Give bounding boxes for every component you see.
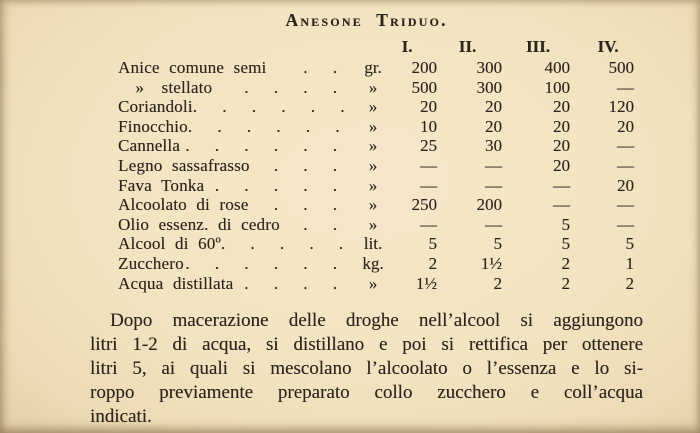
table-row <box>118 215 638 235</box>
column-header: IV. <box>597 37 619 56</box>
table-row <box>118 234 638 254</box>
value-cell: — <box>485 175 502 195</box>
table-row <box>118 156 638 176</box>
value-cell: 120 <box>608 97 634 117</box>
value-cell: 20 <box>617 116 634 136</box>
value-cell: 5 <box>561 214 570 234</box>
leader-dots: . . <box>303 214 337 234</box>
value-cell: 500 <box>608 58 634 77</box>
value-cell: — <box>617 155 634 175</box>
table-header-row <box>118 36 638 58</box>
value-cell: — <box>420 155 437 175</box>
leader-dots: . . <box>303 58 337 77</box>
column-header: I. <box>401 37 413 56</box>
value-cell: — <box>420 175 437 195</box>
value-cell: 20 <box>553 155 570 175</box>
ingredient-name: Fava Tonka <box>118 175 205 195</box>
ingredient-name: Legno sassafrasso <box>118 155 250 175</box>
value-cell: 2 <box>428 253 437 273</box>
value-cell: — <box>485 214 502 234</box>
value-cell: 30 <box>485 136 502 156</box>
paragraph-line: Dopo macerazione delle droghe nell’alcool si aggiungono <box>110 310 643 331</box>
value-cell: 500 <box>411 77 437 97</box>
value-cell: 200 <box>476 195 502 215</box>
recipe-table <box>118 36 638 293</box>
ingredient-name: Acqua distillata <box>118 273 234 293</box>
ingredient-name: Alcool di 60º <box>118 234 221 254</box>
leader-dots: . . . . . . <box>192 97 345 117</box>
leader-dots: . . . . . <box>220 234 344 254</box>
ingredient-name: Finocchio <box>118 116 188 136</box>
value-cell: 300 <box>476 58 502 77</box>
leader-dots: . . . . <box>244 273 337 293</box>
unit-label: » <box>368 155 378 175</box>
value-cell: 20 <box>485 97 502 117</box>
value-cell: 1 <box>625 253 634 273</box>
ingredient-name: Zucchero <box>118 253 184 273</box>
value-cell: 2 <box>561 253 570 273</box>
unit-label: » <box>368 136 378 156</box>
unit-label: lit. <box>363 234 383 254</box>
value-cell: 400 <box>544 58 570 77</box>
instructions-paragraph <box>90 309 643 429</box>
ingredient-name: Olio essenz. di cedro <box>118 214 280 234</box>
value-cell: 20 <box>553 116 570 136</box>
value-cell: 5 <box>493 234 502 254</box>
value-cell: 25 <box>420 136 437 156</box>
column-header: II. <box>458 37 477 56</box>
ingredient-name: Alcoolato di rose <box>118 195 249 215</box>
unit-label: » <box>368 273 378 293</box>
value-cell: — <box>553 195 570 215</box>
value-cell: 2 <box>493 273 502 293</box>
leader-dots: . . . . . . <box>187 116 340 136</box>
leader-dots: . . . <box>273 155 337 175</box>
leader-dots: . . . . . <box>214 175 337 195</box>
table-row <box>118 274 638 294</box>
value-cell: 20 <box>553 136 570 156</box>
table-row <box>118 78 638 98</box>
leader-dots: . . . . . . <box>185 253 337 273</box>
value-cell: 5 <box>625 234 634 254</box>
ingredient-name: Cannella <box>118 136 181 156</box>
value-cell: 5 <box>428 234 437 254</box>
value-cell: — <box>617 214 634 234</box>
value-cell: 10 <box>420 116 437 136</box>
value-cell: — <box>553 175 570 195</box>
value-cell: 1½ <box>415 273 437 293</box>
table-row <box>118 195 638 215</box>
value-cell: — <box>617 136 634 156</box>
unit-label: » <box>368 77 378 97</box>
unit-label: » <box>368 175 378 195</box>
value-cell: 20 <box>420 97 437 117</box>
unit-label: » <box>368 214 378 234</box>
value-cell: 20 <box>617 175 634 195</box>
unit-label: » <box>368 97 378 117</box>
value-cell: 2 <box>625 273 634 293</box>
value-cell: 2 <box>561 273 570 293</box>
value-cell: 250 <box>411 195 437 215</box>
table-body <box>118 58 638 293</box>
table-row <box>118 136 638 156</box>
unit-label: kg. <box>362 253 384 273</box>
value-cell: — <box>485 155 502 175</box>
ingredient-name: Anice comune semi <box>118 58 267 77</box>
value-cell: — <box>617 77 634 97</box>
value-cell: 100 <box>544 77 570 97</box>
table-row <box>118 58 638 78</box>
leader-dots: . . . . <box>244 77 337 97</box>
unit-label: gr. <box>364 58 382 77</box>
paragraph-line: indicati. <box>90 406 152 427</box>
value-cell: 1½ <box>480 253 502 273</box>
paragraph-line: litri 1-2 di acqua, si distillano e poi si rettifica per ottenere <box>90 334 643 355</box>
value-cell: 300 <box>476 77 502 97</box>
table-row <box>118 176 638 196</box>
value-cell: 5 <box>561 234 570 254</box>
unit-label: » <box>368 116 378 136</box>
paragraph-line: litri 5, ai quali si mescolano l’alcoolato o l’essenza e lo si- <box>90 358 643 379</box>
column-header-spacer <box>118 36 377 58</box>
value-cell: 200 <box>411 58 437 77</box>
page-title: Anesone Triduo. <box>285 10 448 30</box>
ingredient-name: » stellato <box>118 77 213 97</box>
value-cell: 20 <box>553 97 570 117</box>
table-row <box>118 117 638 137</box>
value-cell: — <box>617 195 634 215</box>
table-row <box>118 254 638 274</box>
value-cell: — <box>420 214 437 234</box>
value-cell: 20 <box>485 116 502 136</box>
unit-label: » <box>368 195 378 215</box>
column-header: III. <box>525 37 551 56</box>
table-row <box>118 97 638 117</box>
leader-dots: . . . <box>273 195 337 215</box>
paragraph-line: roppo previamente preparato collo zucchero e coll’acqua <box>90 382 643 403</box>
ingredient-name: Coriandoli <box>118 97 193 117</box>
leader-dots: . . . . . . <box>185 136 337 156</box>
